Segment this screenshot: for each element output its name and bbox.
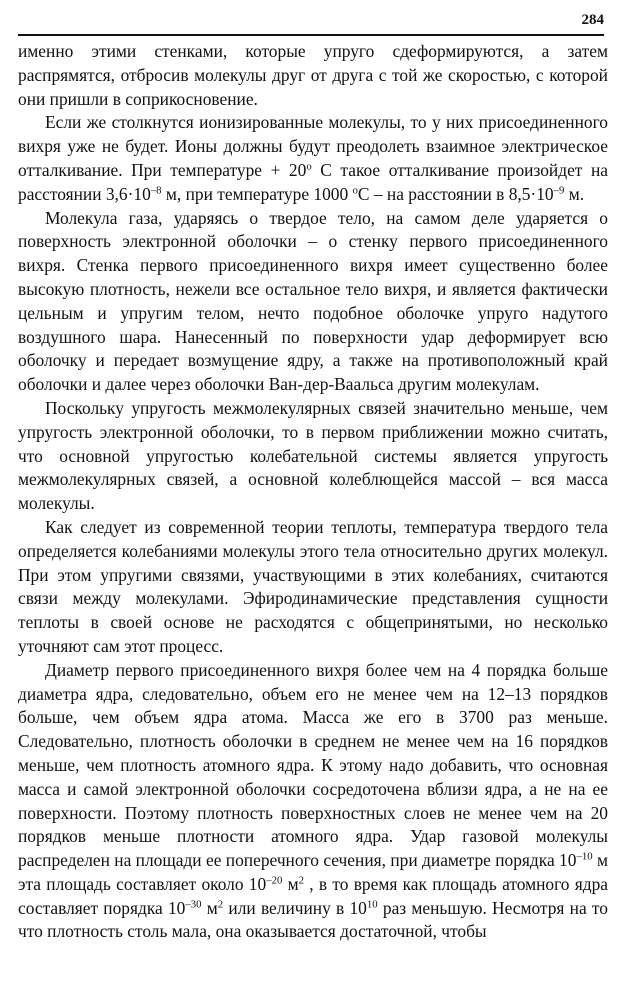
paragraph-4: Поскольку упругость межмолекулярных связей значительно меньше, чем упругость электронной оболочки, то в первом приближении можно считать, что основной упругостью колебательной системы является упругость межмолекулярных связей, а основной колеблющейся массой – вся масса молекулы. [18,397,608,514]
exponent-superscript: –8 [150,184,162,197]
page-header [18,10,604,36]
text-run: или величину в 10 [223,897,367,918]
text-run: Если же столкнутся ионизированные молекулы, то у них присоединенного вихря уже не будет. Ионы должны будут преодолеть взаимное электрическое отталкивание. При температуре + 20 [18,112,608,180]
paragraph-1: именно этими стенками, которые упруго сдеформируются, а затем распрямятся, отбросив молекулы друг от друга с той же скоростью, с которой они пришли в соприкосновение. [18,41,608,109]
exponent-superscript: 2 [217,898,224,910]
exponent-superscript: –20 [266,874,283,887]
exponent-superscript: –10 [576,850,593,863]
exponent-superscript: –30 [185,898,202,910]
text-run: м. [564,183,585,204]
text-run: м эта площадь составляет около 10 [18,850,608,894]
paragraph-6 [18,659,608,945]
degree-superscript: о [352,184,358,197]
text-run: Диаметр первого присоединенного вихря более чем на 4 порядка больше диаметра ядра, следовательно, объем его не менее чем на 12–13 порядков больше, чем объем ядра атома. Масса же его в 3700 раз меньше. Следовательно, плотность оболочки в среднем не менее чем на 16 порядков меньше, чем плотность атомного ядра. К этому надо добавить, что основная масса и самой электронной оболочки сосредоточена вблизи ядра, а не на ее поверхности. Поэтому плотность поверхностных слоев не менее чем на 20 порядков меньше плотности атомного ядра. Удар газовой молекулы распределен на площади ее поперечного сечения, при диаметре порядка 10 [18,659,608,871]
paragraph-5: Как следует из современной теории теплоты, температура твердого тела определяется колебаниями молекулы этого тела относительно других молекул. При этом упругими связями, участвующими в этих колебаниях, считаются связи между молекулами. Эфиродинамические представления сущности теплоты в своей основе не расходятся с общепринятыми, но несколько уточняют сам этот процесс. [18,516,608,656]
paragraph-3: Молекула газа, ударяясь о твердое тело, на самом деле ударяется о поверхность электронной оболочки – о стенку первого присоединенного вихря. Стенка первого присоединенного вихря имеет существенно более высокую плотность, нежели все остальное тело вихря, и является фактически цельным и упругим телом, нечто подобное оболочке упруго надутого воздушного шара. Нанесенный по поверхности удар деформирует всю оболочку и передает возмущение ядру, а также на противоположный край оболочки и далее через оболочки Ван-дер-Ваальса другим молекулам. [18,207,608,395]
text-run: С такое отталкивание произойдет на расстоянии 3,6·10 [18,159,608,204]
body-text [18,40,608,944]
text-run: раз меньшую. Несмотря на то что плотность столь мала, она оказывается достаточной, чтобы [18,897,608,942]
page-number: 284 [581,12,604,28]
text-run: С – на расстоянии в 8,5·10 [357,183,554,204]
exponent-superscript: 2 [298,874,305,887]
paragraph-2 [18,111,608,206]
exponent-superscript: 10 [366,898,378,910]
degree-superscript: о [306,160,312,173]
exponent-superscript: –9 [553,184,565,197]
text-run: м [282,873,299,894]
text-run: м [201,897,218,918]
text-run: , в то время как площадь атомного ядра составляет порядка 10 [18,873,609,918]
text-run: м, при температуре 1000 [161,183,353,204]
